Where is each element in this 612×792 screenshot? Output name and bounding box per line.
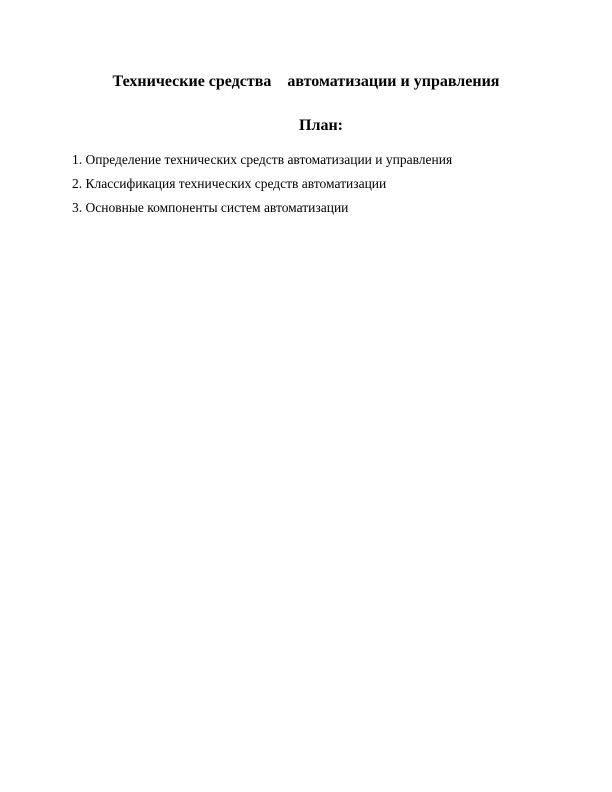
plan-item-3: 3. Основные компоненты систем автоматизации — [72, 200, 349, 215]
document-title: Технические средства автоматизации и управления — [112, 73, 500, 90]
plan-heading: План: — [299, 117, 343, 134]
plan-item-1: 1. Определение технических средств автоматизации и управления — [72, 152, 453, 167]
plan-item-2: 2. Классификация технических средств автоматизации — [72, 176, 387, 191]
plan-list — [72, 148, 452, 220]
